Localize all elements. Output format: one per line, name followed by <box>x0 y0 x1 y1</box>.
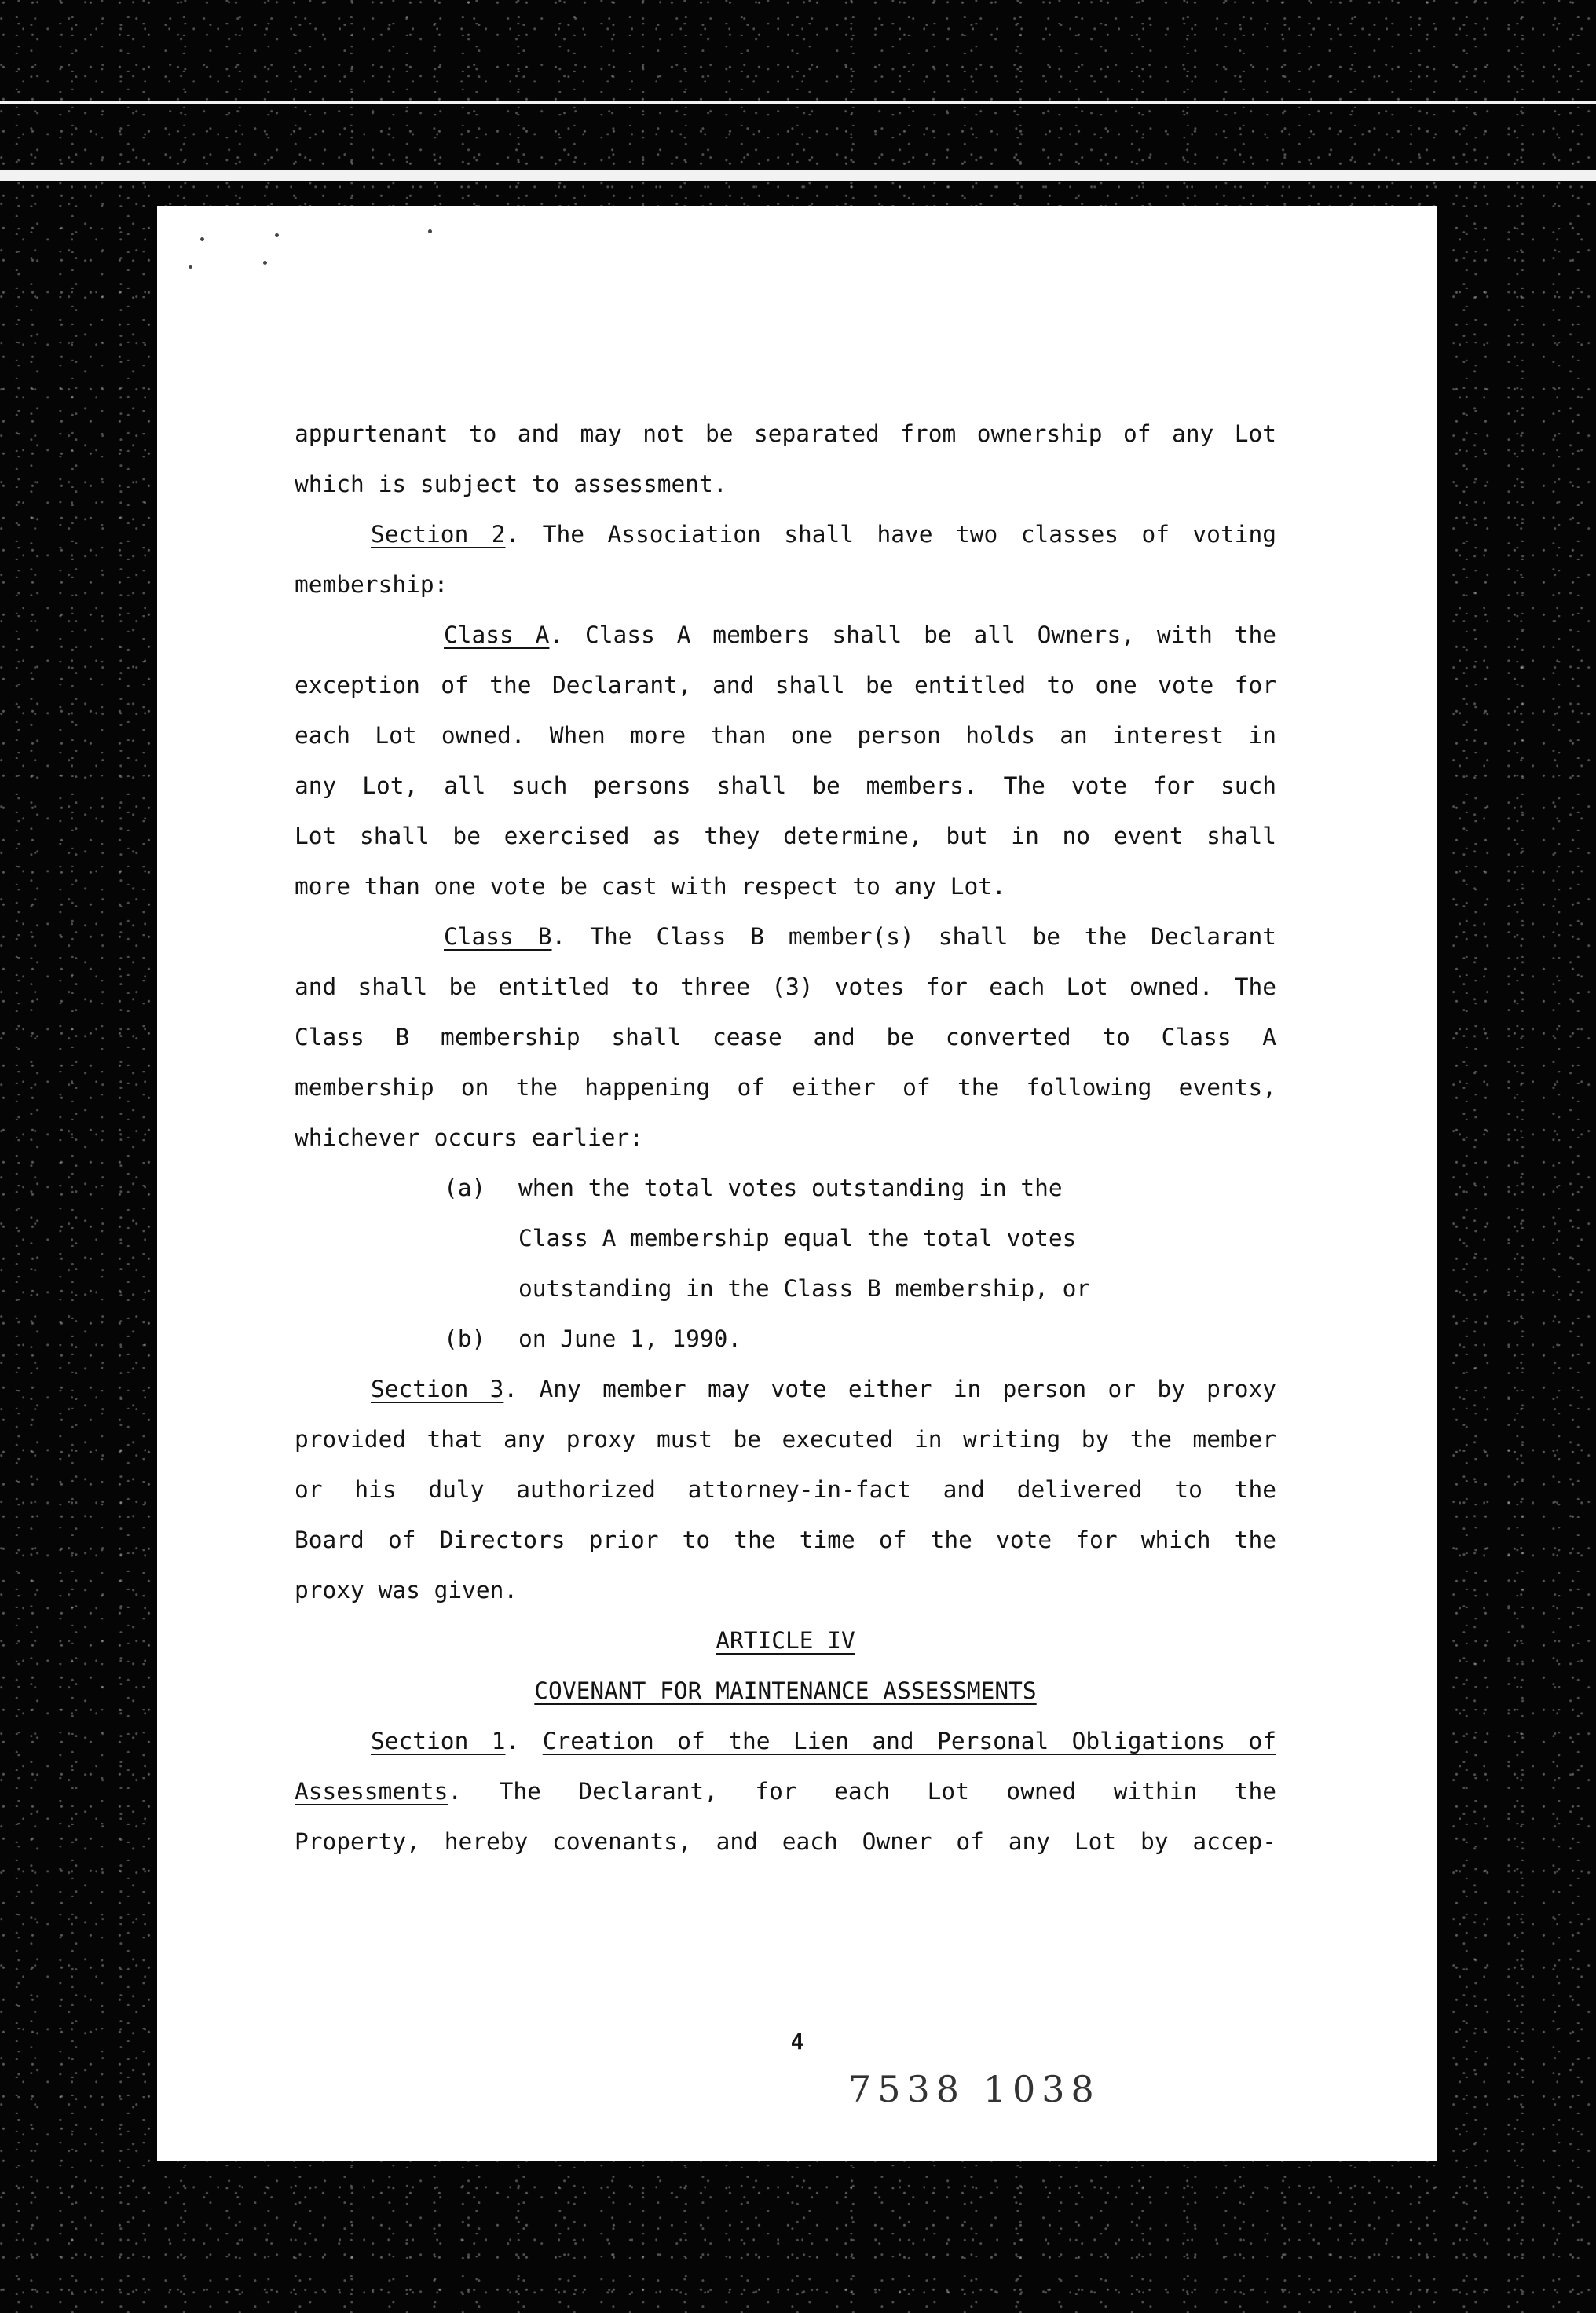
list-item-text: on June 1, 1990. <box>518 1325 742 1352</box>
section-1-line-2 <box>295 1766 1276 1816</box>
list-item-text: Class A membership equal the total votes <box>518 1225 1077 1252</box>
scan-speck <box>189 265 192 269</box>
scan-speck <box>428 229 432 233</box>
list-item <box>295 1163 1276 1213</box>
section-3-line <box>295 1364 1276 1414</box>
list-item-continued <box>295 1213 1276 1263</box>
text-line: or his duly authorized attorney-in-fact and delivered to the <box>295 1476 1276 1503</box>
article-title <box>295 1615 1276 1666</box>
scan-speck <box>200 237 204 241</box>
text-line: Property, hereby covenants, and each Owner of any Lot by accep- <box>295 1828 1276 1855</box>
text-line: membership on the happening of either of the following events, <box>295 1074 1276 1101</box>
text-line: which is subject to assessment. <box>295 471 727 497</box>
section-heading: Section 1 <box>371 1728 506 1754</box>
page-number: 4 <box>790 2029 804 2055</box>
article-subtitle <box>295 1666 1276 1716</box>
text-line: Board of Directors prior to the time of the vote for which the <box>295 1527 1276 1553</box>
text-fragment: . Class A members shall be all Owners, with the <box>549 621 1276 648</box>
text-line: and shall be entitled to three (3) votes for each Lot owned. The <box>295 973 1276 1000</box>
text-fragment: . The Association shall have two classes of voting <box>505 521 1276 548</box>
section-heading: Section 3 <box>371 1376 504 1402</box>
text-line: each Lot owned. When more than one person holds an interest in <box>295 722 1276 749</box>
scan-speck <box>263 261 267 265</box>
section-1-line <box>295 1716 1276 1766</box>
section-2-line <box>295 509 1276 559</box>
text-line: Lot shall be exercised as they determine, but in no event shall <box>295 823 1276 849</box>
section-title: Assessments <box>295 1778 448 1805</box>
document-page <box>157 206 1437 2161</box>
text-line: any Lot, all such persons shall be members. The vote for such <box>295 772 1276 799</box>
list-item-continued <box>295 1263 1276 1314</box>
text-line: whichever occurs earlier: <box>295 1124 644 1151</box>
text-line: exception of the Declarant, and shall be entitled to one vote for <box>295 672 1276 698</box>
text-fragment: . Any member may vote either in person or by proxy <box>503 1376 1276 1402</box>
text-line: more than one vote be cast with respect to any Lot. <box>295 873 1006 900</box>
text-line: proxy was given. <box>295 1577 518 1604</box>
body-text <box>295 409 1276 1867</box>
text-fragment: . <box>505 1728 543 1754</box>
text-line: membership: <box>295 571 448 598</box>
section-title: Creation of the Lien and Personal Obligations of <box>542 1728 1276 1754</box>
text-line: Class B membership shall cease and be converted to Class A <box>295 1024 1276 1050</box>
text-fragment: . The Class B member(s) shall be the Declarant <box>551 923 1276 950</box>
class-b-line <box>295 911 1276 962</box>
text-line: appurtenant to and may not be separated from ownership of any Lot <box>295 420 1276 447</box>
list-item-label: (b) <box>444 1325 486 1352</box>
class-a-line <box>295 610 1276 660</box>
class-heading: Class B <box>444 923 552 950</box>
section-heading: Section 2 <box>371 521 506 548</box>
book-page-stamp: 7538 1038 <box>848 2068 1100 2110</box>
list-item <box>295 1314 1276 1364</box>
article-subtitle-text: COVENANT FOR MAINTENANCE ASSESSMENTS <box>534 1677 1037 1704</box>
scan-border-top <box>0 101 1596 104</box>
scan-border-band <box>0 170 1596 181</box>
text-fragment: . The Declarant, for each Lot owned within the <box>448 1778 1276 1805</box>
class-heading: Class A <box>444 621 550 648</box>
article-title-text: ARTICLE IV <box>716 1627 855 1654</box>
list-item-label: (a) <box>444 1175 486 1201</box>
list-item-text: when the total votes outstanding in the <box>518 1175 1063 1201</box>
list-item-text: outstanding in the Class B membership, or <box>518 1275 1091 1302</box>
scan-speck <box>275 233 279 237</box>
text-line: provided that any proxy must be executed in writing by the member <box>295 1426 1276 1453</box>
